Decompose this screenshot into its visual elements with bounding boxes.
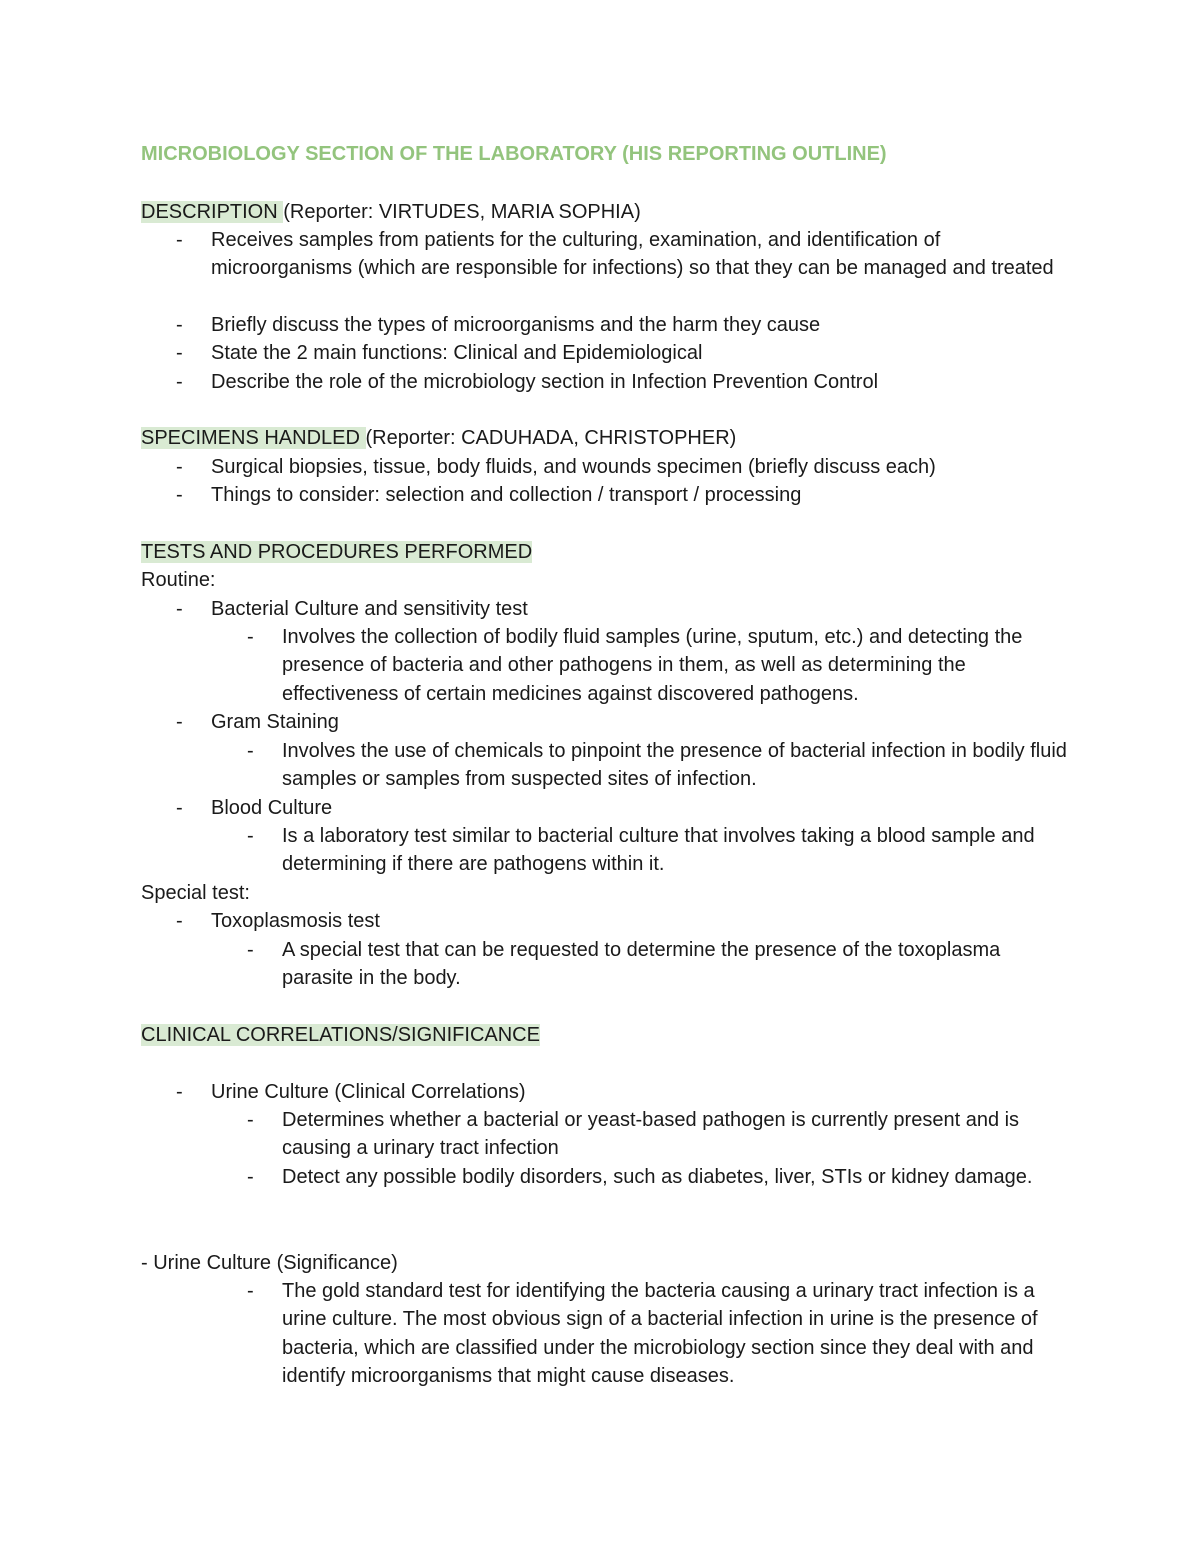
description-item-1: Receives samples from patients for the culturing, examination, and identification of microorganisms (which are responsible for infections) so that they can be managed and treated bbox=[211, 229, 1054, 280]
significance-item-1: The gold standard test for identifying the bacteria causing a urinary tract infection is a urine culture. The most obvious sign of a bacterial infection in urine is the presence of bacteria, which are classified under the microbiology section since they deal with and identify microorganisms that might cause diseases. bbox=[282, 1280, 1038, 1387]
bullet: - bbox=[247, 1280, 254, 1302]
bullet: - bbox=[247, 1166, 254, 1188]
special-test-label: Special test: bbox=[141, 882, 250, 904]
special-test-name: Toxoplasmosis test bbox=[211, 910, 380, 932]
specimens-reporter: (Reporter: CADUHADA, CHRISTOPHER) bbox=[365, 427, 737, 449]
specimens-heading-line bbox=[141, 424, 736, 452]
bullet: - bbox=[176, 797, 183, 819]
bullet: - bbox=[176, 229, 183, 251]
bullet: - bbox=[247, 740, 254, 762]
description-reporter: (Reporter: VIRTUDES, MARIA SOPHIA) bbox=[283, 201, 641, 223]
special-test-detail: A special test that can be requested to determine the presence of the toxoplasma parasite in the body. bbox=[282, 939, 1001, 990]
clinical-heading-line bbox=[141, 1021, 540, 1049]
correlation-item-1: Determines whether a bacterial or yeast-based pathogen is currently present and is causing a urinary tract infection bbox=[282, 1109, 1020, 1160]
description-item-2: Briefly discuss the types of microorganisms and the harm they cause bbox=[211, 314, 821, 336]
bullet: - bbox=[247, 825, 254, 847]
correlation-item-2: Detect any possible bodily disorders, such as diabetes, liver, STIs or kidney damage. bbox=[282, 1166, 1033, 1188]
routine-test-name: Bacterial Culture and sensitivity test bbox=[211, 598, 528, 620]
clinical-heading: CLINICAL CORRELATIONS/SIGNIFICANCE bbox=[141, 1024, 540, 1046]
tests-heading: TESTS AND PROCEDURES PERFORMED bbox=[141, 541, 533, 563]
bullet: - bbox=[176, 598, 183, 620]
urine-correlations-title: Urine Culture (Clinical Correlations) bbox=[211, 1081, 526, 1103]
bullet: - bbox=[176, 711, 183, 733]
routine-test-detail: Involves the collection of bodily fluid samples (urine, sputum, etc.) and detecting the presence of bacteria and other pathogens in them, as well as determining the effectiveness of certain medicines against discovered pathogens. bbox=[282, 626, 1023, 705]
document-title: MICROBIOLOGY SECTION OF THE LABORATORY (HIS REPORTING OUTLINE) bbox=[141, 143, 887, 165]
specimens-item-1: Surgical biopsies, tissue, body fluids, and wounds specimen (briefly discuss each) bbox=[211, 456, 936, 478]
bullet: - bbox=[176, 342, 183, 364]
bullet: - bbox=[247, 939, 254, 961]
bullet: - bbox=[176, 910, 183, 932]
bullet: - bbox=[176, 484, 183, 506]
bullet: - bbox=[176, 371, 183, 393]
specimens-heading: SPECIMENS HANDLED bbox=[141, 427, 366, 449]
description-heading: DESCRIPTION bbox=[141, 201, 284, 223]
routine-test-detail: Involves the use of chemicals to pinpoint the presence of bacterial infection in bodily fluid samples or samples from suspected sites of infection. bbox=[282, 740, 1067, 791]
routine-test-name: Gram Staining bbox=[211, 711, 339, 733]
urine-significance-title: - Urine Culture (Significance) bbox=[141, 1252, 398, 1274]
routine-label: Routine: bbox=[141, 569, 216, 591]
specimens-item-2: Things to consider: selection and collection / transport / processing bbox=[211, 484, 802, 506]
bullet: - bbox=[176, 456, 183, 478]
tests-heading-line bbox=[141, 538, 532, 566]
routine-test-detail: Is a laboratory test similar to bacterial culture that involves taking a blood sample and determining if there are pathogens within it. bbox=[282, 825, 1035, 876]
bullet: - bbox=[247, 626, 254, 648]
description-heading-line bbox=[141, 198, 641, 226]
routine-test-name: Blood Culture bbox=[211, 797, 333, 819]
bullet: - bbox=[176, 1081, 183, 1103]
description-item-3: State the 2 main functions: Clinical and Epidemiological bbox=[211, 342, 703, 364]
bullet: - bbox=[247, 1109, 254, 1131]
description-item-4: Describe the role of the microbiology section in Infection Prevention Control bbox=[211, 371, 879, 393]
bullet: - bbox=[176, 314, 183, 336]
